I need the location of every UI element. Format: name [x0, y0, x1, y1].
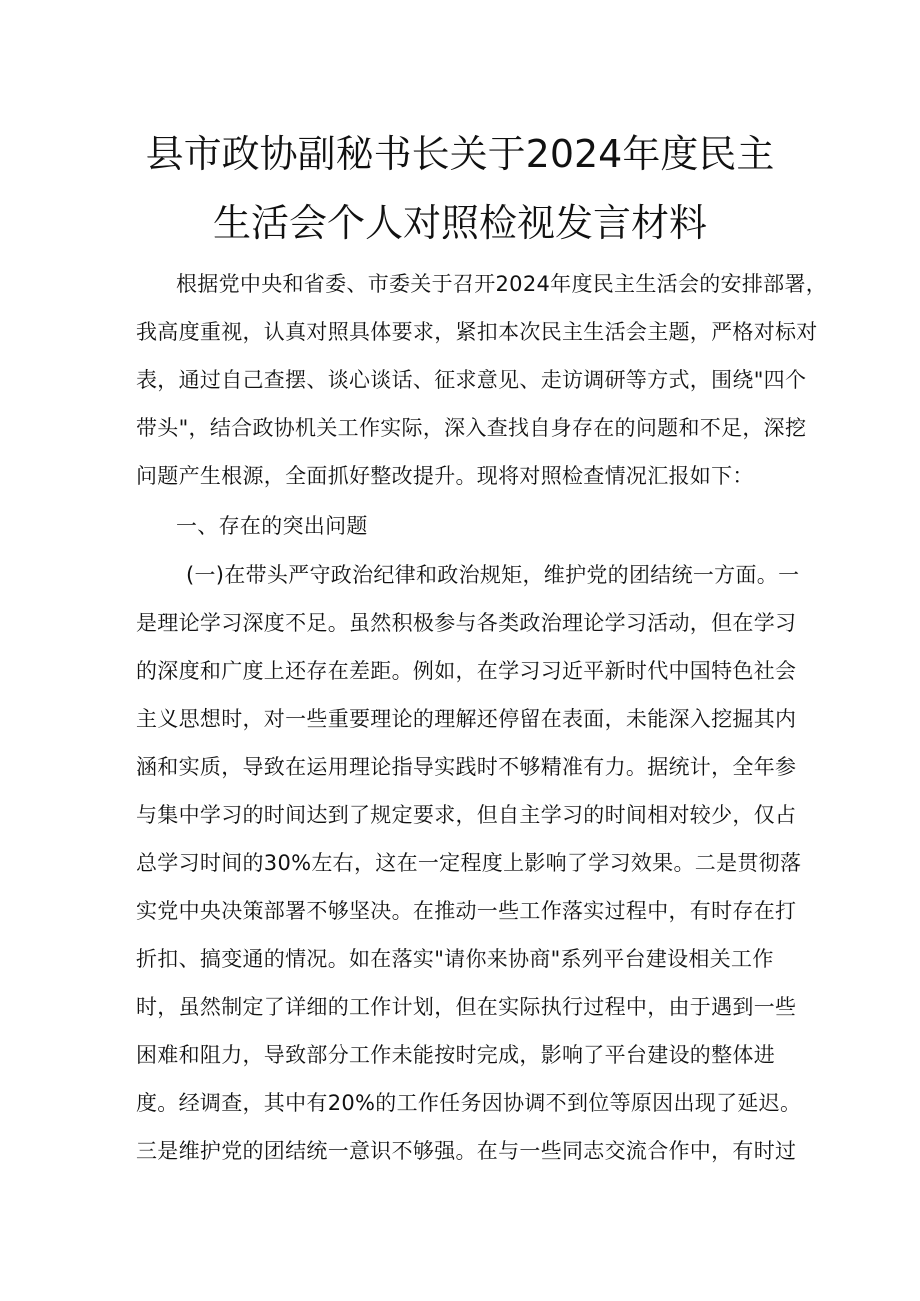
- paragraph-line: 表，通过自己查摆、谈心谈话、征求意见、走访调研等方式，围绕"四个: [136, 368, 807, 392]
- paragraph-line: 我高度重视，认真对照具体要求，紧扣本次民主生活会主题，严格对标对: [136, 320, 818, 344]
- paragraph-line: 度。经调查，其中有20%的工作任务因协调不到位等原因出现了延迟。: [136, 1091, 802, 1115]
- paragraph-line: 问题产生根源，全面抓好整改提升。现将对照检查情况汇报如下：: [136, 464, 754, 488]
- paragraph-line: 三是维护党的团结统一意识不够强。在与一些同志交流合作中，有时过: [136, 1139, 797, 1163]
- paragraph-line: 主义思想时，对一些重要理论的理解还停留在表面，未能深入挖掘其内: [136, 707, 797, 731]
- paragraph-line: 折扣、搞变通的情况。如在落实"请你来协商"系列平台建设相关工作: [136, 947, 774, 971]
- paragraph-line: 实党中央决策部署不够坚决。在推动一些工作落实过程中，有时存在打: [136, 899, 797, 923]
- paragraph-line: 时，虽然制定了详细的工作计划，但在实际执行过程中，由于遇到一些: [136, 995, 797, 1019]
- paragraph-line: 总学习时间的30%左右，这在一定程度上影响了学习效果。二是贯彻落: [136, 851, 802, 875]
- paragraph-line: 根据党中央和省委、市委关于召开2024年度民主生活会的安排部署，: [176, 272, 828, 296]
- paragraph-line: 与集中学习的时间达到了规定要求，但自主学习的时间相对较少，仅占: [136, 803, 797, 827]
- paragraph-line: 带头"，结合政协机关工作实际，深入查找自身存在的问题和不足，深挖: [136, 416, 807, 440]
- paragraph-line: 困难和阻力，导致部分工作未能按时完成，影响了平台建设的整体进: [136, 1043, 775, 1067]
- paragraph-line: 涵和实质，导致在运用理论指导实践时不够精准有力。据统计，全年参: [136, 755, 797, 779]
- paragraph-line: 是理论学习深度不足。虽然积极参与各类政治理论学习活动，但在学习: [136, 611, 797, 635]
- section-heading: 一、存在的突出问题: [176, 514, 368, 538]
- paragraph-line: 的深度和广度上还存在差距。例如，在学习习近平新时代中国特色社会: [136, 659, 797, 683]
- document-title-line-2: 生活会个人对照检视发言材料: [212, 201, 707, 245]
- paragraph-line: (一)在带头严守政治纪律和政治规矩，维护党的团结统一方面。一: [186, 563, 800, 587]
- document-title-line-1: 县市政协副秘书长关于2024年度民主: [145, 132, 775, 176]
